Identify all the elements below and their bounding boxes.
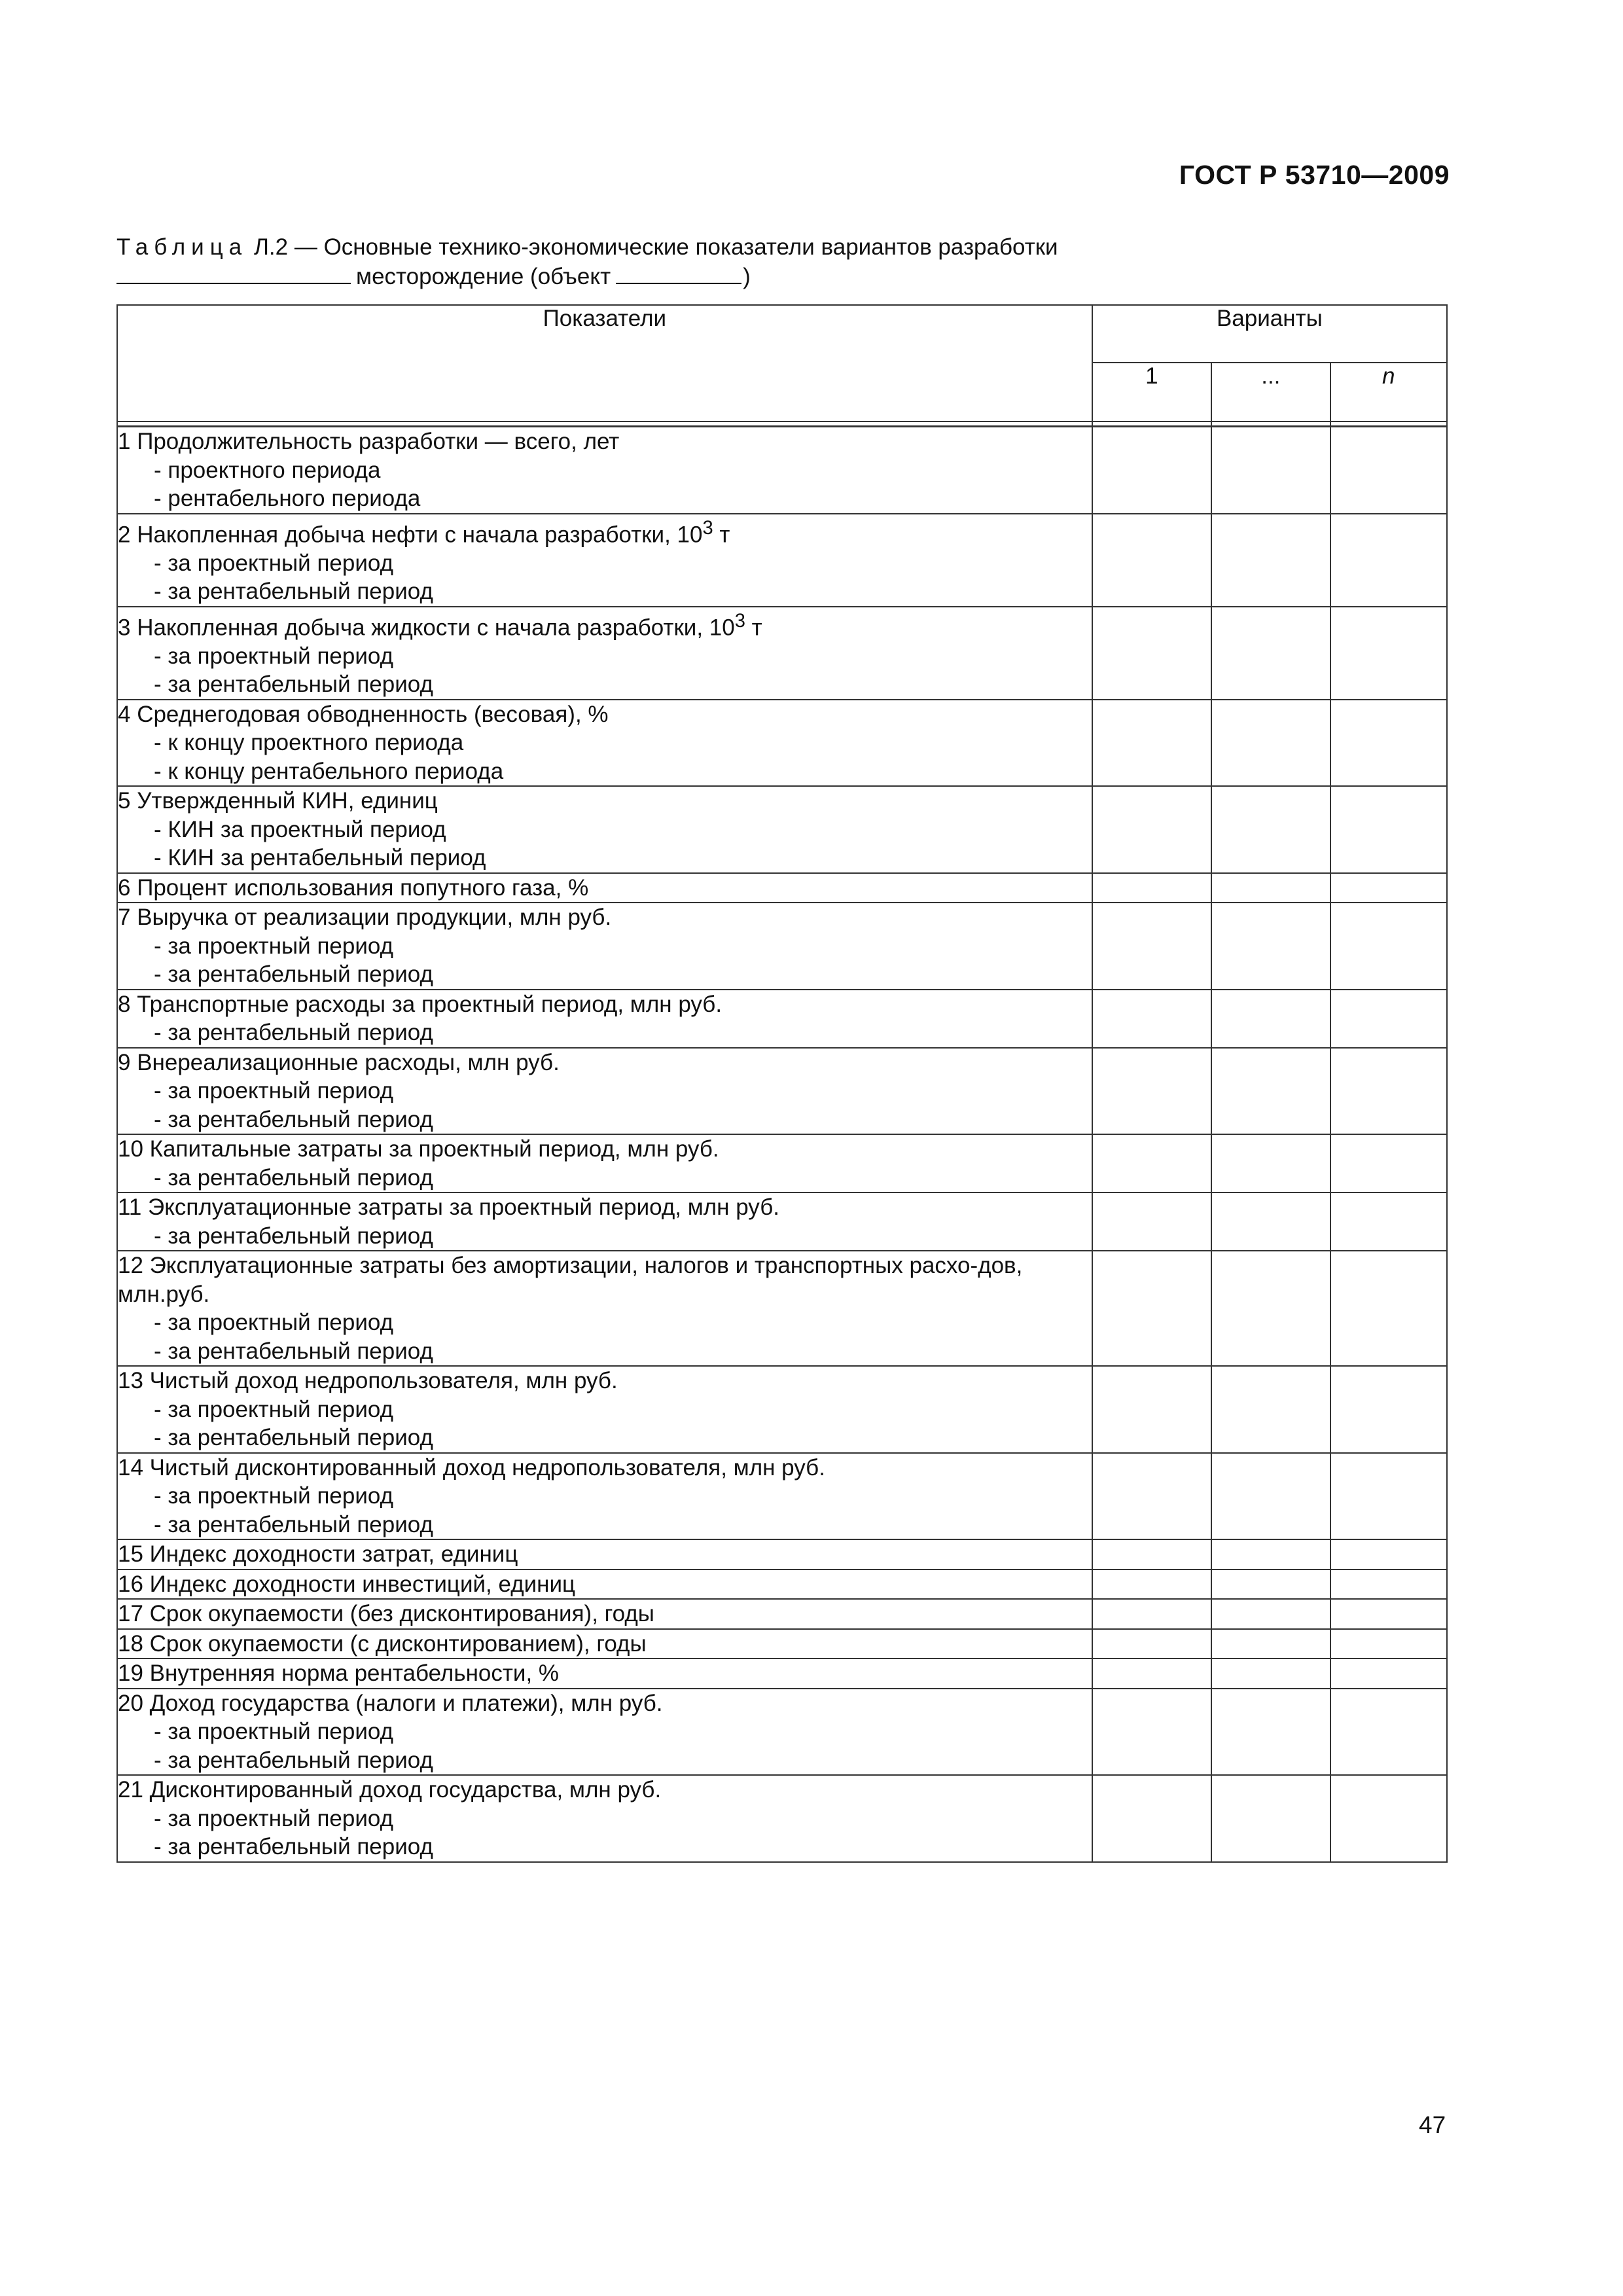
table-row bbox=[117, 1659, 1447, 1689]
indicator-subitem: - за проектный период bbox=[154, 1078, 394, 1104]
indicator-cell bbox=[117, 1775, 1092, 1862]
caption-title: Л.2 — Основные технико-экономические показатели вариантов разработки bbox=[247, 234, 1058, 260]
indicator-label: 20 Доход государства (налоги и платежи), млн руб. bbox=[118, 1690, 663, 1716]
table-row bbox=[117, 1048, 1447, 1135]
variant-value-cell bbox=[1092, 990, 1211, 1048]
document-id: ГОСТ Р 53710—2009 bbox=[1179, 160, 1450, 190]
indicator-cell bbox=[117, 1048, 1092, 1135]
indicator-exponent: 3 bbox=[734, 610, 745, 632]
indicator-cell bbox=[117, 700, 1092, 787]
variant-value-cell bbox=[1211, 1134, 1330, 1193]
indicator-label: 10 Капитальные затраты за проектный период, млн руб. bbox=[118, 1136, 719, 1162]
variant-value-cell bbox=[1092, 1775, 1211, 1862]
indicator-label: 15 Индекс доходности затрат, единиц bbox=[118, 1541, 518, 1568]
table-row bbox=[117, 427, 1447, 514]
table-row bbox=[117, 1570, 1447, 1600]
table-row bbox=[117, 1193, 1447, 1251]
caption-close: ) bbox=[743, 264, 751, 289]
indicator-cell bbox=[117, 873, 1092, 903]
indicator-subitem: - за рентабельный период bbox=[154, 1425, 433, 1451]
table-row bbox=[117, 873, 1447, 903]
indicator-cell bbox=[117, 1453, 1092, 1540]
indicator-subitem: - за рентабельный период bbox=[154, 1106, 433, 1132]
variant-value-cell bbox=[1330, 903, 1447, 990]
indicator-subitem: - за рентабельный период bbox=[154, 1747, 433, 1773]
variant-value-cell bbox=[1330, 427, 1447, 514]
indicator-subitem: - за проектный период bbox=[154, 643, 394, 669]
variant-value-cell bbox=[1211, 1539, 1330, 1570]
variant-value-cell bbox=[1092, 1366, 1211, 1453]
indicator-label: 3 Накопленная добыча жидкости с начала разработки, 10 bbox=[118, 615, 735, 641]
variant-value-cell bbox=[1092, 607, 1211, 700]
indicator-subitem: - за проектный период bbox=[154, 1310, 394, 1336]
variant-value-cell bbox=[1330, 1775, 1447, 1862]
indicator-subitem: - за рентабельный период bbox=[154, 579, 433, 605]
indicator-subitem: - за проектный период bbox=[154, 1719, 394, 1745]
object-name-blank bbox=[616, 263, 741, 284]
indicator-cell bbox=[117, 1570, 1092, 1600]
variant-value-cell bbox=[1092, 786, 1211, 873]
indicator-cell bbox=[117, 514, 1092, 607]
indicator-subitem: - за рентабельный период bbox=[154, 1020, 433, 1046]
table-row bbox=[117, 514, 1447, 607]
variant-value-cell bbox=[1211, 873, 1330, 903]
table-row bbox=[117, 786, 1447, 873]
indicator-unit: т bbox=[713, 522, 730, 548]
indicator-label: 12 Эксплуатационные затраты без амортизации, налогов и транспортных расхо-дов, млн.руб. bbox=[118, 1253, 1023, 1307]
indicator-cell bbox=[117, 427, 1092, 514]
variant-value-cell bbox=[1330, 700, 1447, 787]
indicator-subitem: - за рентабельный период bbox=[154, 1834, 433, 1860]
table-row bbox=[117, 903, 1447, 990]
header-variants: Варианты bbox=[1092, 305, 1447, 363]
indicator-label: 2 Накопленная добыча нефти с начала разработки, 10 bbox=[118, 522, 703, 548]
table-row bbox=[117, 1366, 1447, 1453]
table-row bbox=[117, 1775, 1447, 1862]
variant-value-cell bbox=[1092, 1453, 1211, 1540]
header-variant-ellipsis: ... bbox=[1211, 363, 1330, 422]
variant-value-cell bbox=[1330, 1134, 1447, 1193]
indicator-cell bbox=[117, 1193, 1092, 1251]
variant-value-cell bbox=[1330, 1193, 1447, 1251]
indicator-subitem: - к концу рентабельного периода bbox=[154, 758, 504, 784]
indicator-subitem: - за проектный период bbox=[154, 933, 394, 959]
variant-value-cell bbox=[1330, 1366, 1447, 1453]
variant-value-cell bbox=[1211, 514, 1330, 607]
indicator-label: 13 Чистый доход недропользователя, млн руб. bbox=[118, 1368, 618, 1394]
variant-value-cell bbox=[1092, 1599, 1211, 1629]
indicator-label: 18 Срок окупаемости (с дисконтированием), годы bbox=[118, 1630, 647, 1657]
variant-value-cell bbox=[1211, 700, 1330, 787]
indicator-cell bbox=[117, 1251, 1092, 1366]
indicator-cell bbox=[117, 607, 1092, 700]
indicator-subitem: - рентабельного периода bbox=[154, 486, 421, 511]
variant-value-cell bbox=[1211, 1659, 1330, 1689]
variant-value-cell bbox=[1092, 1251, 1211, 1366]
indicator-label: 1 Продолжительность разработки — всего, лет bbox=[118, 429, 620, 454]
caption-prefix: Таблица bbox=[116, 234, 248, 260]
indicator-label: 14 Чистый дисконтированный доход недропользователя, млн руб. bbox=[118, 1454, 825, 1480]
variant-value-cell bbox=[1211, 1599, 1330, 1629]
caption-field-label: месторождение (объект bbox=[356, 264, 611, 289]
indicator-subitem: - проектного периода bbox=[154, 457, 381, 483]
header-indicators: Показатели bbox=[117, 305, 1092, 422]
indicator-subitem: - КИН за проектный период bbox=[154, 816, 446, 842]
variant-value-cell bbox=[1092, 1659, 1211, 1689]
indicator-cell bbox=[117, 1629, 1092, 1659]
variant-value-cell bbox=[1330, 1689, 1447, 1776]
table-row bbox=[117, 1689, 1447, 1776]
variant-value-cell bbox=[1330, 1570, 1447, 1600]
indicators-table bbox=[116, 304, 1448, 1863]
indicator-unit: т bbox=[745, 615, 762, 641]
variant-value-cell bbox=[1211, 607, 1330, 700]
variant-value-cell bbox=[1092, 1193, 1211, 1251]
variant-value-cell bbox=[1330, 514, 1447, 607]
variant-value-cell bbox=[1211, 1366, 1330, 1453]
table-row bbox=[117, 1134, 1447, 1193]
indicator-cell bbox=[117, 903, 1092, 990]
indicator-exponent: 3 bbox=[702, 517, 713, 539]
variant-value-cell bbox=[1211, 1193, 1330, 1251]
variant-value-cell bbox=[1211, 1570, 1330, 1600]
indicator-label: 8 Транспортные расходы за проектный период, млн руб. bbox=[118, 991, 722, 1017]
indicator-subitem: - за проектный период bbox=[154, 1396, 394, 1422]
indicator-subitem: - КИН за рентабельный период bbox=[154, 845, 486, 871]
variant-value-cell bbox=[1211, 990, 1330, 1048]
table-row bbox=[117, 1251, 1447, 1366]
variant-value-cell bbox=[1211, 1048, 1330, 1135]
variant-value-cell bbox=[1092, 873, 1211, 903]
deposit-name-blank bbox=[116, 263, 351, 284]
variant-value-cell bbox=[1211, 1689, 1330, 1776]
indicator-cell bbox=[117, 1539, 1092, 1570]
table-row bbox=[117, 700, 1447, 787]
table-row bbox=[117, 1629, 1447, 1659]
indicator-label: 19 Внутренняя норма рентабельности, % bbox=[118, 1660, 560, 1687]
indicator-subitem: - за рентабельный период bbox=[154, 961, 433, 988]
indicator-cell bbox=[117, 990, 1092, 1048]
indicator-subitem: - за проектный период bbox=[154, 1805, 394, 1831]
variant-value-cell bbox=[1092, 700, 1211, 787]
variant-value-cell bbox=[1330, 1539, 1447, 1570]
indicator-label: 17 Срок окупаемости (без дисконтирования), годы bbox=[118, 1601, 654, 1627]
indicator-label: 5 Утвержденный КИН, единиц bbox=[118, 788, 438, 814]
header-variant-n: n bbox=[1330, 363, 1447, 422]
indicator-subitem: - за проектный период bbox=[154, 550, 394, 576]
variant-value-cell bbox=[1330, 1048, 1447, 1135]
indicator-subitem: - за проектный период bbox=[154, 1483, 394, 1509]
indicator-subitem: - за рентабельный период bbox=[154, 1338, 433, 1364]
indicator-label: 21 Дисконтированный доход государства, млн руб. bbox=[118, 1777, 662, 1803]
variant-value-cell bbox=[1330, 786, 1447, 873]
indicator-label: 16 Индекс доходности инвестиций, единиц bbox=[118, 1571, 576, 1597]
variant-value-cell bbox=[1092, 1689, 1211, 1776]
variant-value-cell bbox=[1330, 1599, 1447, 1629]
variant-value-cell bbox=[1211, 903, 1330, 990]
indicator-cell bbox=[117, 1689, 1092, 1776]
variant-value-cell bbox=[1092, 1629, 1211, 1659]
table-row bbox=[117, 990, 1447, 1048]
variant-value-cell bbox=[1211, 1453, 1330, 1540]
indicator-subitem: - за рентабельный период bbox=[154, 1223, 433, 1249]
variant-value-cell bbox=[1330, 1453, 1447, 1540]
variant-value-cell bbox=[1211, 1629, 1330, 1659]
variant-value-cell bbox=[1330, 873, 1447, 903]
indicator-label: 7 Выручка от реализации продукции, млн руб. bbox=[118, 905, 612, 931]
indicator-cell bbox=[117, 1599, 1092, 1629]
variant-value-cell bbox=[1211, 786, 1330, 873]
indicator-label: 4 Среднегодовая обводненность (весовая), % bbox=[118, 701, 609, 727]
indicator-label: 11 Эксплуатационные затраты за проектный период, млн руб. bbox=[118, 1194, 779, 1221]
page-number: 47 bbox=[1419, 2111, 1446, 2138]
variant-value-cell bbox=[1092, 514, 1211, 607]
variant-value-cell bbox=[1211, 427, 1330, 514]
table-row bbox=[117, 1539, 1447, 1570]
variant-value-cell bbox=[1330, 607, 1447, 700]
variant-value-cell bbox=[1211, 1775, 1330, 1862]
indicator-cell bbox=[117, 1134, 1092, 1193]
variant-value-cell bbox=[1092, 1048, 1211, 1135]
table-row bbox=[117, 1599, 1447, 1629]
table-row bbox=[117, 607, 1447, 700]
variant-value-cell bbox=[1211, 1251, 1330, 1366]
indicator-subitem: - к концу проектного периода bbox=[154, 730, 464, 756]
indicator-cell bbox=[117, 1659, 1092, 1689]
variant-value-cell bbox=[1330, 1629, 1447, 1659]
indicator-cell bbox=[117, 786, 1092, 873]
table-row bbox=[117, 1453, 1447, 1540]
variant-value-cell bbox=[1092, 427, 1211, 514]
variant-value-cell bbox=[1330, 1659, 1447, 1689]
variant-value-cell bbox=[1092, 903, 1211, 990]
variant-value-cell bbox=[1092, 1134, 1211, 1193]
indicator-subitem: - за рентабельный период bbox=[154, 1164, 433, 1191]
table-body bbox=[117, 422, 1447, 1862]
indicator-subitem: - за рентабельный период bbox=[154, 672, 433, 698]
table-caption bbox=[116, 232, 1360, 291]
variant-value-cell bbox=[1330, 1251, 1447, 1366]
indicator-subitem: - за рентабельный период bbox=[154, 1511, 433, 1537]
indicator-label: 6 Процент использования попутного газа, % bbox=[118, 874, 589, 901]
header-variant-1: 1 bbox=[1092, 363, 1211, 422]
variant-value-cell bbox=[1092, 1539, 1211, 1570]
indicator-cell bbox=[117, 1366, 1092, 1453]
variant-value-cell bbox=[1330, 990, 1447, 1048]
indicator-label: 9 Внереализационные расходы, млн руб. bbox=[118, 1049, 560, 1075]
variant-value-cell bbox=[1092, 1570, 1211, 1600]
header-gap-row bbox=[117, 422, 1447, 427]
